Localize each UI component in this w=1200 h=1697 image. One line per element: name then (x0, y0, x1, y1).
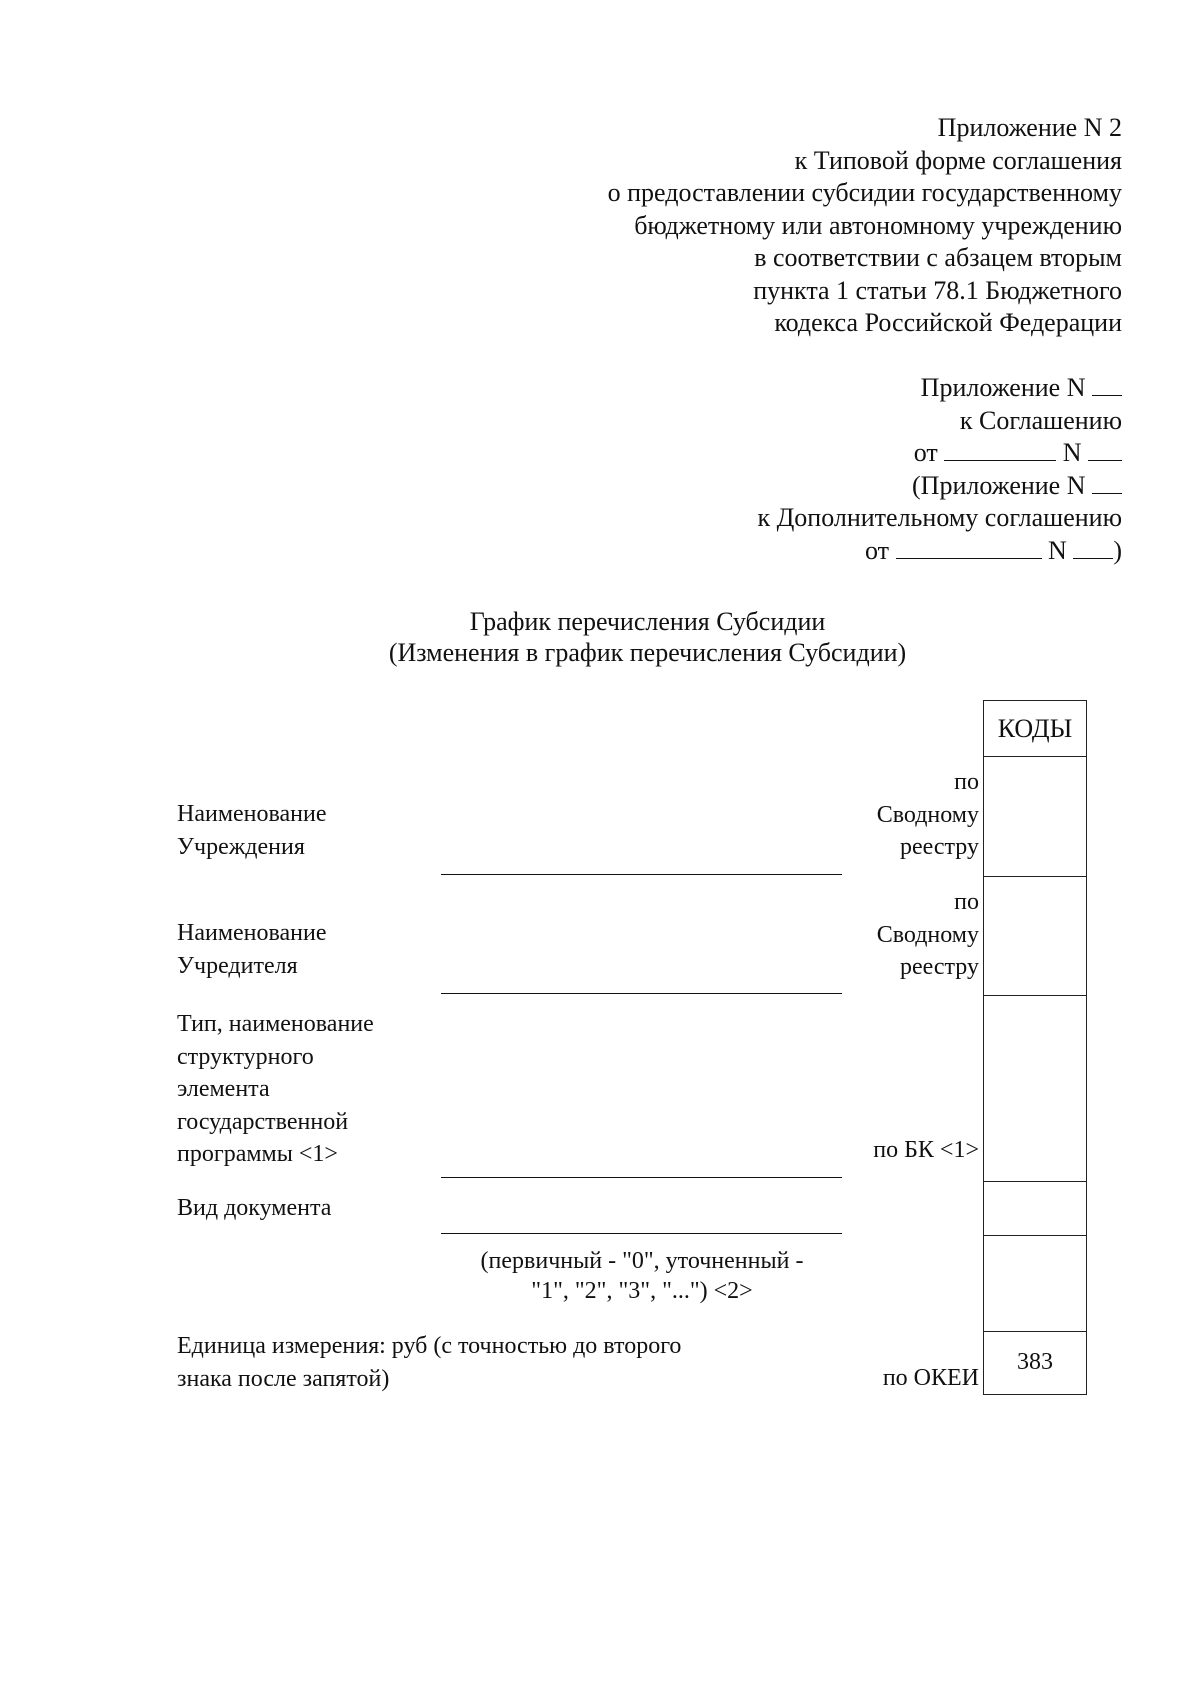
title-line-2: (Изменения в график перечисления Субсидии) (388, 638, 907, 667)
annex-line-6 (757, 535, 1122, 568)
founder-label: Наименование Учредителя (177, 920, 327, 979)
header-line-4: бюджетному или автономному учреждению (634, 210, 1122, 240)
codes-column (983, 700, 1087, 1395)
supplement-date-blank[interactable] (896, 536, 1042, 559)
header-line-3: о предоставлении субсидии государственному (607, 178, 1122, 207)
supplement-number-blank[interactable] (1073, 536, 1113, 559)
code-cell-founder-registry[interactable] (984, 876, 1086, 995)
header-line-1: Приложение N 2 (937, 113, 1122, 142)
annex-header (608, 112, 1122, 340)
program-label: Тип, наименование структурного элемента государственной программы <1> (177, 1011, 374, 1167)
agreement-annex-block (757, 372, 1122, 567)
doc-type-label: Вид документа (177, 1195, 332, 1221)
header-line-6: пункта 1 статьи 78.1 Бюджетного (753, 275, 1122, 305)
agreement-date-blank[interactable] (944, 438, 1056, 461)
registry-label-founder: по Сводному реестру (876, 889, 979, 980)
annex-line-2: к Соглашению (959, 405, 1122, 435)
annex-line-4 (757, 470, 1122, 503)
annex-line-3 (757, 437, 1122, 470)
header-line-2: к Типовой форме соглашения (794, 145, 1122, 175)
code-cell-bk[interactable] (984, 995, 1086, 1181)
unit-label: Единица измерения: руб (с точностью до второго знака после запятой) (177, 1333, 682, 1392)
bk-code-label: по БК <1> (873, 1137, 979, 1163)
annex-line-1 (757, 372, 1122, 405)
annex-number-blank[interactable] (1092, 373, 1122, 396)
code-cell-okei: 383 (984, 1331, 1086, 1394)
title-line-1: График перечисления Субсидии (469, 607, 826, 636)
codes-header: КОДЫ (997, 714, 1073, 743)
annex-line-5: к Дополнительному соглашению (757, 503, 1122, 532)
supplement-annex-label: (Приложение N (912, 470, 1086, 500)
code-cell-institution-registry[interactable] (984, 756, 1086, 876)
institution-label: Наименование Учреждения (177, 801, 327, 860)
agreement-number-blank[interactable] (1088, 438, 1122, 461)
supplement-number-label: N (1048, 535, 1067, 565)
program-element-field[interactable] (441, 1177, 842, 1178)
agreement-number-label: N (1062, 438, 1082, 467)
doc-type-note: (первичный - "0", уточненный - "1", "2", "3", "...") <2> (480, 1248, 804, 1304)
annex-number-label: Приложение N (920, 373, 1086, 402)
doc-type-field[interactable] (441, 1233, 842, 1234)
supplement-annex-blank[interactable] (1092, 471, 1122, 494)
institution-name-field[interactable] (441, 874, 842, 875)
okei-code-label: по ОКЕИ (882, 1365, 979, 1391)
header-line-7: кодекса Российской Федерации (774, 308, 1122, 337)
code-cell-blank[interactable] (984, 1235, 1086, 1331)
code-cell-doc-type[interactable] (984, 1181, 1086, 1235)
founder-name-field[interactable] (441, 993, 842, 994)
supplement-close-paren: ) (1113, 535, 1122, 565)
agreement-date-label: от (913, 438, 938, 467)
header-line-5: в соответствии с абзацем вторым (754, 243, 1122, 272)
registry-label-institution: по Сводному реестру (876, 769, 979, 860)
document-title (0, 606, 1200, 668)
supplement-date-label: от (865, 535, 890, 565)
